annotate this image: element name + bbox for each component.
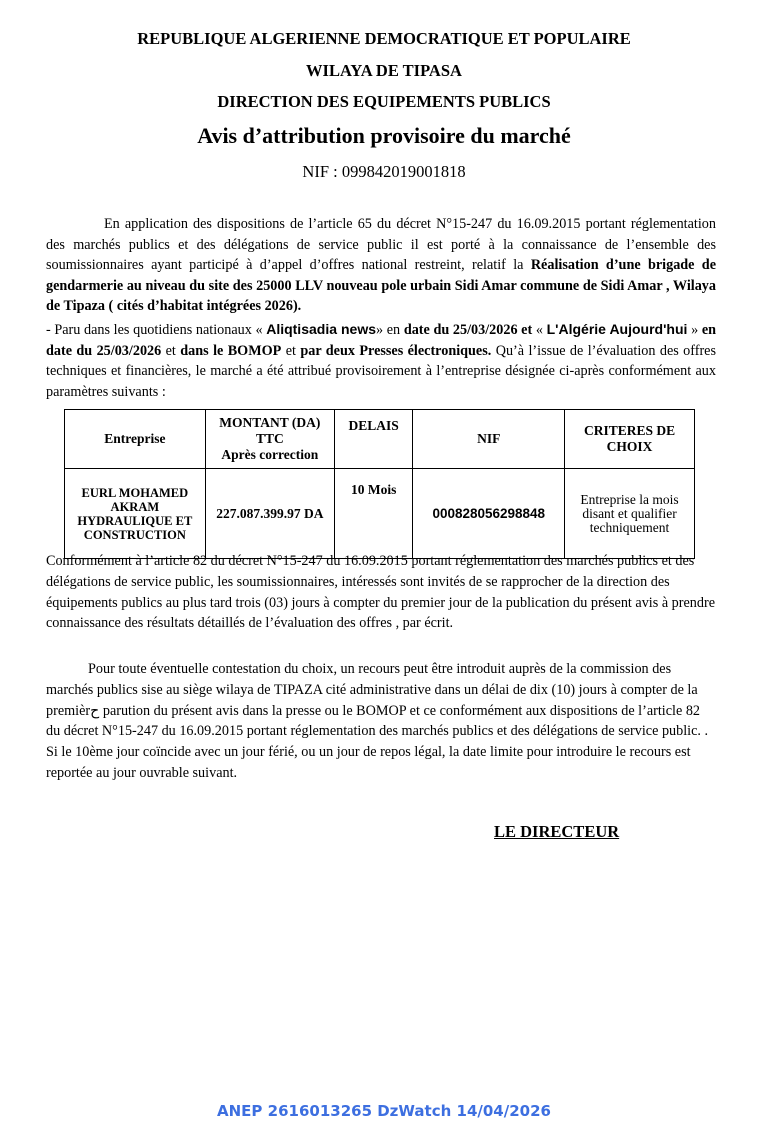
header-criteres: [565, 410, 695, 469]
project-title: Réalisation d’une brigade de gendarmerie au niveau du site des 25000 LLV nouveau pole urbain Sidi Amar commune de Sidi Amar , Wilaya de Tipaza ( cités d’habitat intégrées 2026).: [46, 257, 716, 314]
table-row: [65, 469, 695, 559]
pub-date-1: date du 25/03/2026 et: [403, 322, 533, 338]
newspaper-2: L'Algérie Aujourd'hui: [546, 321, 688, 337]
header-montant: [205, 410, 334, 469]
pub-text: et: [161, 342, 181, 359]
header-entreprise: Entreprise: [65, 410, 206, 469]
entreprise-line: CONSTRUCTION: [83, 527, 186, 542]
footer-reference: ANEP 2616013265 DzWatch 14/04/2026: [217, 1102, 551, 1120]
pub-text: »: [687, 322, 702, 338]
pub-text: - Paru dans les quotidiens nationaux «: [46, 322, 267, 338]
award-table: [64, 409, 695, 559]
signature-director: LE DIRECTEUR: [494, 822, 620, 841]
pub-text: » en: [376, 322, 404, 338]
document-title: Avis d’attribution provisoire du marché: [197, 123, 571, 148]
header-montant-line: MONTANT (DA): [219, 415, 321, 430]
pub-bomop: dans le BOMOP: [180, 342, 282, 359]
cell-montant: 227.087.399.97 DA: [205, 469, 334, 559]
recours-text: Pour toute éventuelle contestation du choix, un recours peut être introduit auprès de la commission des marchés publics sise au siège wilaya de TIPAZA cité administrative dans un délai de dix (10) jours à compter de la premièrح parution du présent avis dans la presse ou le BOMOP et ce conformément aux dispositions de l’article 82 du décret N°15-247 du 16.09.2015 portant réglementation des marchés publics et des délégations de service public. . Si le 10ème jour coïncide avec un jour férié, ou un jour de repos légal, la date limite pour introduire le recours est reportée au jour ouvrable suivant.: [46, 661, 709, 781]
pub-text: Qu’à l’issue de l’évaluation des offres techniques et financières, le marché a été attribué provisoirement à l’entreprise désignée ci-après conformément aux paramètres suivants :: [46, 342, 716, 400]
pub-text: «: [532, 322, 547, 338]
cell-criteres: [565, 469, 695, 559]
cell-delais: 10 Mois: [334, 469, 412, 559]
entreprise-line: EURL MOHAMED: [81, 485, 189, 500]
pub-text: et: [281, 342, 301, 359]
intro-paragraph: [46, 214, 716, 317]
header-montant-line: Après correction: [221, 447, 319, 462]
header-nif: NIF: [413, 410, 565, 469]
publication-paragraph: [46, 319, 716, 402]
recours-paragraph: [46, 659, 716, 784]
nif-number: NIF : 099842019001818: [302, 162, 466, 181]
notice-paragraph: Conformément à l’article 82 du décret N°15-247 du 16.09.2015 portant réglementation des marchés publics et des délégations de service public, les soumissionnaires, intéressés sont invités de se rapprocher de la direction des équipements publics au plus tard trois (03) jours à compter du premier jour de la publication du présent avis à prendre connaissance des résultats détaillés de l’évaluation des offres , par écrit.: [46, 553, 715, 632]
header-republic: REPUBLIQUE ALGERIENNE DEMOCRATIQUE ET POPULAIRE: [137, 29, 631, 48]
header-direction: DIRECTION DES EQUIPEMENTS PUBLICS: [217, 92, 551, 111]
intro-text: En application des dispositions de l’article 65 du décret N°15-247 du 16.09.2015 portant réglementation des marchés publics et des délégations de service public il est porté à la connaissance de l’ensemble des soumissionnaires ayant participé à d’appel d’offres national restreint, relatif la: [46, 216, 716, 273]
newspaper-1: Aliqtisadia news: [266, 321, 377, 337]
criteres-line: disant et qualifier: [582, 505, 677, 521]
entreprise-line: AKRAM: [110, 499, 160, 514]
cell-entreprise: [65, 469, 206, 559]
pub-presses: par deux Presses électroniques.: [300, 342, 492, 359]
criteres-line: techniquement: [589, 519, 670, 535]
criteres-line: Entreprise la mois: [580, 491, 679, 507]
entreprise-line: HYDRAULIQUE ET: [77, 513, 193, 528]
header-delais: DELAIS: [334, 410, 412, 469]
cell-nif: 000828056298848: [413, 469, 565, 559]
header-criteres-line: CRITERES DE: [583, 423, 676, 438]
header-wilaya: WILAYA DE TIPASA: [306, 61, 462, 80]
header-criteres-line: CHOIX: [606, 439, 653, 454]
header-montant-line: TTC: [255, 431, 284, 446]
table-header-row: [65, 410, 695, 469]
pub-date-2: en date du 25/03/2026: [46, 322, 717, 359]
